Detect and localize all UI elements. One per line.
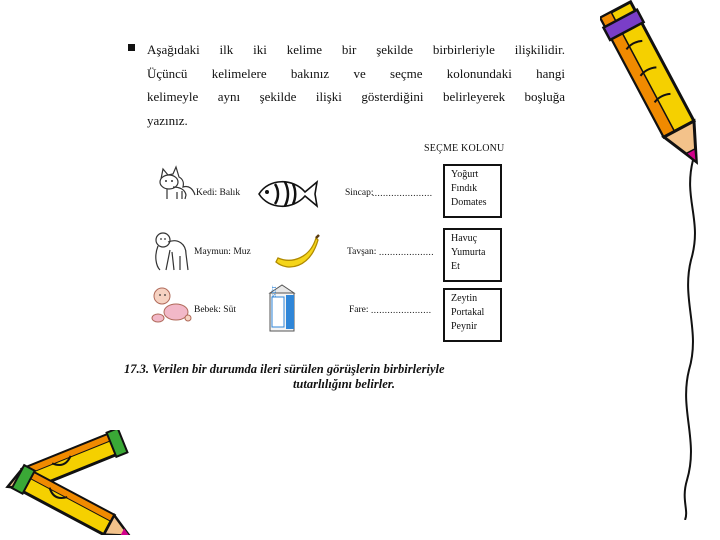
answer-blank: ......................	[371, 305, 432, 315]
objective-line-2: tutarlılığını belirler.	[292, 377, 396, 391]
objective-line-1: 17.3. Verilen bir durumda ileri sürülen görüşlerin birbirleriyle	[124, 362, 445, 376]
monkey-icon	[150, 228, 194, 272]
option-item: Domates	[451, 197, 487, 208]
option-item: Yoğurt	[451, 169, 479, 180]
options-box	[443, 164, 502, 218]
option-item: Havuç	[451, 233, 478, 244]
answer-blank: ....................	[379, 247, 434, 257]
fish-icon	[255, 176, 321, 212]
instruction-line: Aşağıdaki ilk iki kelime bir şekilde birbirleriyle ilişkilidir.	[147, 42, 565, 57]
pair-label: Bebek: Süt	[194, 305, 236, 315]
pair-label: Maymun: Muz	[194, 247, 251, 257]
objective-heading	[124, 362, 564, 392]
option-item: Et	[451, 261, 460, 272]
instruction-line: yazınız.	[147, 112, 188, 128]
pencils-bottom-left-icon	[0, 430, 150, 535]
option-item: Zeytin	[451, 293, 478, 304]
pair-label: Kedi: Balık	[196, 188, 241, 198]
prompt-label: Fare:	[349, 305, 369, 315]
options-box	[443, 228, 502, 282]
prompt-label: Sincap:	[345, 188, 374, 198]
options-box	[443, 288, 502, 342]
option-item: Peynir	[451, 321, 478, 332]
instruction-line: Üçüncü kelimelere bakınız ve seçme kolonundaki hangi	[147, 65, 565, 81]
instruction-paragraph	[147, 38, 565, 132]
pencil-top-right-icon	[600, 0, 712, 175]
option-item: Fındık	[451, 183, 478, 194]
instruction-line: kelimeyle aynı şekilde ilişki gösterdiğini belirleyerek boşluğa	[147, 89, 565, 104]
selection-column-title: SEÇME KOLONU	[424, 143, 505, 154]
prompt-label: Tavşan:	[347, 247, 377, 257]
baby-icon	[148, 284, 194, 326]
banana-icon	[272, 234, 322, 274]
cat-icon	[155, 165, 197, 201]
bullet-marker	[128, 44, 135, 51]
option-item: Yumurta	[451, 247, 486, 258]
option-item: Portakal	[451, 307, 485, 318]
milk-carton-icon	[266, 283, 298, 333]
answer-blank: ......................	[372, 188, 433, 198]
milk-carton-label: SÜT	[272, 285, 278, 297]
decorative-border-line	[675, 160, 705, 520]
